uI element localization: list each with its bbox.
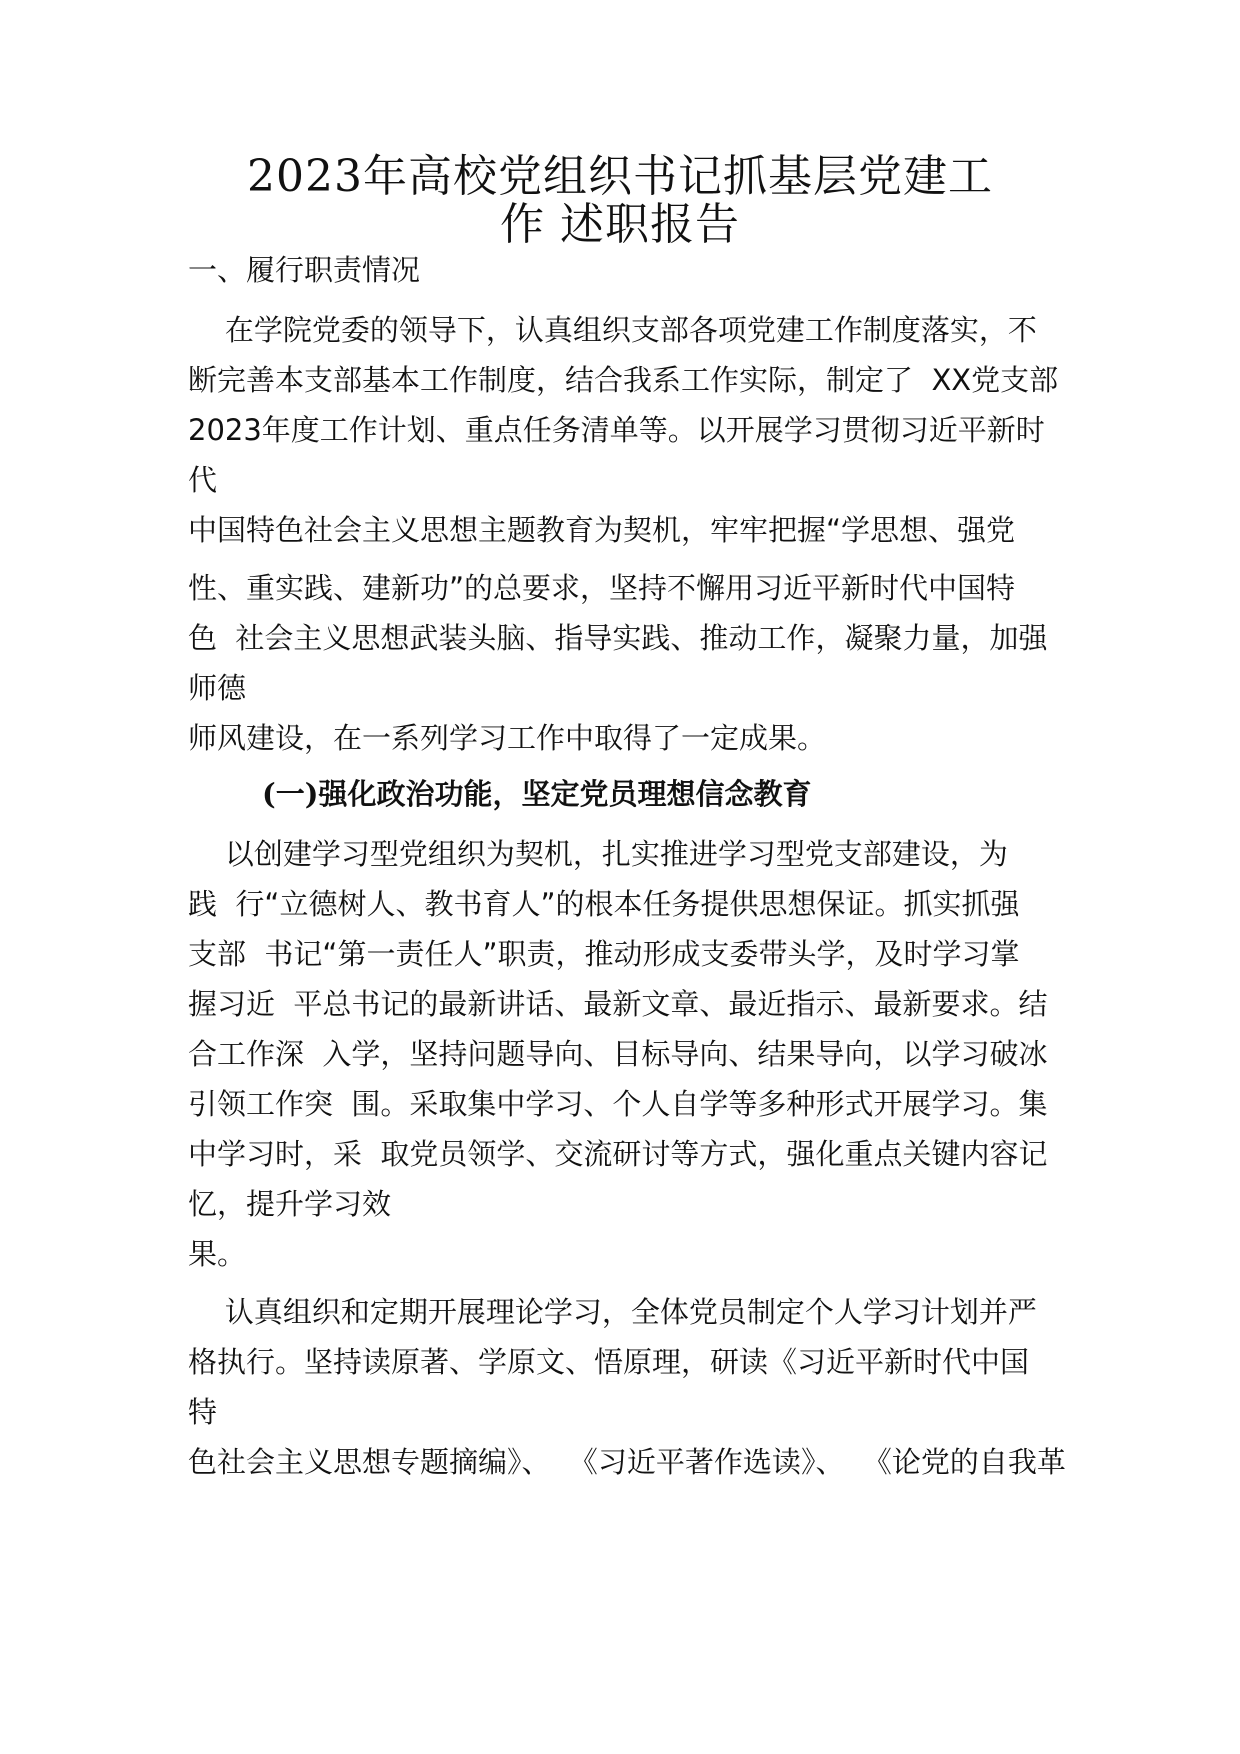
paragraph-line: 性、重实践、建新功”的总要求，坚持不懈用习近平新时代中国特 (188, 571, 1016, 605)
paragraph-line: 2023年度工作计划、重点任务清单等。以开展学习贯彻习近平新时 (188, 413, 1045, 447)
section-heading: 一、履行职责情况 (188, 253, 421, 287)
paragraph-line: 支部 书记“第一责任人”职责，推动形成支委带头学，及时学习掌 (188, 937, 1020, 971)
paragraph-line: 色 社会主义思想武装头脑、指导实践、推动工作，凝聚力量，加强 (188, 621, 1048, 655)
paragraph-line: 以创建学习型党组织为契机，扎实推进学习型党支部建设，为 (188, 837, 1008, 871)
paragraph-line: 中学习时，采 取党员领学、交流研讨等方式，强化重点关键内容记 (188, 1137, 1048, 1171)
paragraph-line: 忆，提升学习效 (188, 1187, 392, 1221)
paragraph-line: 特 (188, 1395, 218, 1429)
paragraph-line: 代 (188, 463, 218, 497)
paragraph-line: 践 行“立德树人、教书育人”的根本任务提供思想保证。抓实抓强 (188, 887, 1020, 921)
document-title-line-2: 作 述职报告 (500, 199, 740, 250)
paragraph-line: 格执行。坚持读原著、学原文、悟原理，研读《习近平新时代中国 (188, 1345, 1030, 1379)
paragraph-line: 色社会主义思想专题摘编》、 《习近平著作选读》、 《论党的自我革 (188, 1445, 1066, 1479)
paragraph-line: 在学院党委的领导下，认真组织支部各项党建工作制度落实，不 (188, 313, 1037, 347)
paragraph-line: 合工作深 入学，坚持问题导向、目标导向、结果导向，以学习破冰 (188, 1037, 1048, 1071)
paragraph-line: 断完善本支部基本工作制度，结合我系工作实际，制定了 XX党支部 (188, 363, 1059, 397)
subsection-heading: (一)强化政治功能，坚定党员理想信念教育 (262, 777, 812, 811)
paragraph-line: 认真组织和定期开展理论学习，全体党员制定个人学习计划并严 (188, 1295, 1037, 1329)
paragraph-line: 师风建设，在一系列学习工作中取得了一定成果。 (188, 721, 827, 755)
paragraph-line: 中国特色社会主义思想主题教育为契机，牢牢把握“学思想、强党 (188, 513, 1016, 547)
paragraph-line: 师德 (188, 671, 247, 705)
paragraph-line: 握习近 平总书记的最新讲话、最新文章、最近指示、最新要求。结 (188, 987, 1048, 1021)
paragraph-line: 引领工作突 围。采取集中学习、个人自学等多种形式开展学习。集 (188, 1087, 1048, 1121)
document-title-line-1: 2023年高校党组织书记抓基层党建工 (247, 151, 993, 202)
paragraph-line: 果。 (188, 1237, 247, 1271)
